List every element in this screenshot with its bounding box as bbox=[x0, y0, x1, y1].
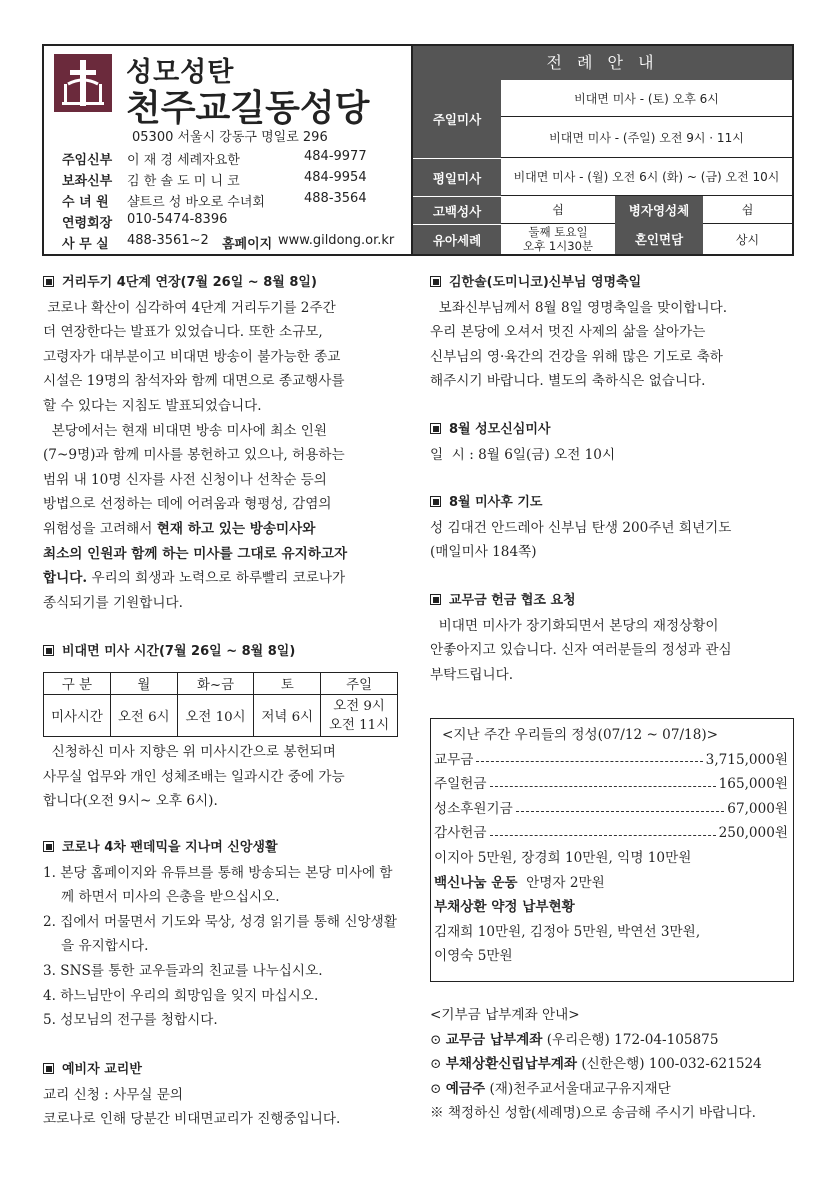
account-label: 교무금 납부계좌 bbox=[445, 1031, 543, 1048]
weekday-mass: 비대면 미사 - (월) 오전 6시 (화) ~ (금) 오전 10시 bbox=[501, 158, 792, 196]
table-header: 화~금 bbox=[177, 673, 254, 695]
para-line: (7~9명)과 함께 미사를 봉헌하고 있으나, 허용하는 bbox=[43, 447, 345, 464]
para-line: 안좋아지고 있습니다. 신자 여러분들의 정성과 관심 bbox=[430, 642, 732, 659]
offering-item: 주일헌금 bbox=[434, 776, 487, 793]
vaccine-label: 백신나눔 운동 bbox=[434, 874, 518, 891]
para-line: 일 시 : 8월 6일(금) 오전 10시 bbox=[430, 446, 616, 463]
dash-leader bbox=[516, 811, 725, 812]
dash-leader bbox=[490, 786, 716, 787]
confession-label: 고백성사 bbox=[413, 196, 501, 224]
account-number: (우리은행) 172-04-105875 bbox=[542, 1031, 719, 1048]
staff-name: 김 한 솔 도 미 니 코 bbox=[127, 174, 240, 189]
mass-time-table bbox=[43, 672, 398, 737]
office-row bbox=[62, 230, 407, 251]
bullet-icon: ⊙ bbox=[430, 1031, 446, 1048]
parish-info bbox=[44, 46, 411, 254]
text-span: 위험성을 고려해서 bbox=[43, 520, 157, 537]
section-marian-mass bbox=[430, 418, 615, 467]
staff-row bbox=[62, 167, 407, 188]
staff-role: 보좌신부 bbox=[62, 174, 113, 189]
office-label: 사 무 실 bbox=[62, 237, 109, 252]
para-line: 할 수 있다는 지침도 발표되었습니다. bbox=[43, 397, 262, 414]
infant-baptism-value bbox=[501, 224, 615, 254]
parish-address: 05300 서울시 강동구 명일로 296 bbox=[132, 130, 328, 145]
list-item: 2. 집에서 머물면서 기도와 묵상, 성경 읽기를 통해 신앙생활을 유지합시다. bbox=[43, 913, 397, 955]
bullet-icon: ⊙ bbox=[430, 1056, 446, 1073]
church-logo-icon bbox=[54, 54, 112, 112]
table-cell: 미사시간 bbox=[44, 695, 111, 737]
table-header: 월 bbox=[110, 673, 177, 695]
staff-phone: 488-3564 bbox=[304, 191, 367, 206]
para-line: 범위 내 10명 신자를 사전 신청이나 선착순 등의 bbox=[43, 471, 327, 488]
account-label: 예금주 bbox=[445, 1080, 486, 1097]
confession-value: 쉼 bbox=[501, 196, 615, 224]
offering-amount: 165,000원 bbox=[718, 776, 788, 793]
section-distancing bbox=[43, 271, 347, 615]
table-cell: 오전 10시 bbox=[177, 695, 254, 737]
bullet-icon: ⊙ bbox=[430, 1080, 446, 1097]
staff-name: 이 재 경 세례자요한 bbox=[127, 153, 240, 168]
table-cell bbox=[321, 695, 398, 737]
parish-name: 천주교길동성당 bbox=[126, 88, 370, 129]
staff-name: 샬트르 성 바오로 수녀회 bbox=[127, 195, 265, 210]
text-span: 우리의 희생과 노력으로 하루빨리 코로나가 bbox=[87, 570, 346, 587]
table-cell: 저녁 6시 bbox=[254, 695, 321, 737]
homepage-link[interactable]: www.gildong.or.kr bbox=[278, 233, 395, 248]
sun-time-1: 오전 9시 bbox=[333, 698, 385, 714]
para-line: 부탁드립니다. bbox=[430, 666, 514, 683]
table-header: 토 bbox=[254, 673, 321, 695]
section-mass-time bbox=[43, 640, 295, 665]
parish-subtitle: 성모성탄 bbox=[126, 57, 235, 88]
staff-list bbox=[62, 146, 407, 251]
sick-communion-value: 쉼 bbox=[703, 196, 792, 224]
section-title: 코로나 4차 팬데믹을 지나며 신앙생활 bbox=[43, 836, 401, 861]
staff-phone: 484-9954 bbox=[304, 170, 367, 185]
para-line: 해주시기 바랍니다. 별도의 축하식은 없습니다. bbox=[430, 373, 706, 390]
offering-row bbox=[434, 797, 788, 822]
sunday-mass-1: 비대면 미사 - (토) 오후 6시 bbox=[501, 80, 792, 117]
section-catechumen bbox=[43, 1058, 340, 1132]
mass-time-notes bbox=[43, 740, 345, 814]
section-title: 예비자 교리반 bbox=[43, 1058, 340, 1083]
para-line bbox=[43, 517, 347, 542]
homepage-label: 홈페이지 bbox=[222, 237, 273, 252]
table-header: 주일 bbox=[321, 673, 398, 695]
section-prayer bbox=[430, 491, 731, 565]
para-line: 성 김대건 안드레아 신부님 탄생 200주년 희년기도 bbox=[430, 519, 732, 536]
section-pandemic bbox=[43, 836, 401, 1033]
para-line: 우리 본당에 오셔서 멋진 사제의 삶을 살아가는 bbox=[430, 324, 706, 341]
para-line: 사무실 업무와 개인 성체조배는 일과시간 중에 가능 bbox=[43, 768, 345, 785]
section-accounts bbox=[430, 1003, 762, 1126]
para-line bbox=[43, 566, 347, 591]
dash-leader bbox=[490, 835, 716, 836]
account-row bbox=[430, 1052, 762, 1077]
list-item: 1. 본당 홈페이지와 유튜브를 통해 방송되는 본당 미사에 함께 하면서 미사의 은총을 받으십시오. bbox=[43, 864, 393, 906]
sun-time-2: 오전 11시 bbox=[329, 717, 390, 733]
offering-item: 감사헌금 bbox=[434, 825, 487, 842]
section-title: 거리두기 4단계 연장(7월 26일 ~ 8월 8일) bbox=[43, 271, 347, 296]
section-contribution bbox=[430, 589, 732, 687]
baptism-time: 오후 1시30분 bbox=[522, 239, 594, 253]
section-title: 8월 미사후 기도 bbox=[430, 491, 731, 516]
offering-amount: 67,000원 bbox=[727, 800, 788, 817]
header-box bbox=[42, 44, 794, 256]
offering-row bbox=[434, 821, 788, 846]
para-line: 더 연장한다는 발표가 있었습니다. 또한 소규모, bbox=[43, 324, 323, 341]
accounts-title: <기부금 납부계좌 안내> bbox=[430, 1007, 580, 1023]
staff-row bbox=[62, 209, 407, 230]
debt-label: 부채상환 약정 납부현황 bbox=[434, 899, 575, 916]
staff-row bbox=[62, 146, 407, 167]
para-line: 교리 신청 : 사무실 문의 bbox=[43, 1086, 184, 1103]
account-label: 부채상환신립납부계좌 bbox=[445, 1056, 578, 1073]
wedding-label: 혼인면담 bbox=[615, 224, 703, 254]
para-line: 종식되기를 기원합니다. bbox=[43, 594, 183, 611]
donors-line: 이지아 5만원, 장경희 10만원, 익명 10만원 bbox=[434, 849, 692, 866]
offering-row bbox=[434, 772, 788, 797]
list-item: 4. 하느님만이 우리의 희망임을 잊지 마십시오. bbox=[43, 987, 319, 1004]
offering-content bbox=[434, 723, 788, 969]
para-line: 코로나로 인해 당분간 비대면교리가 진행중입니다. bbox=[43, 1111, 341, 1128]
offering-box bbox=[430, 718, 794, 982]
para-line: 고령자가 대부분이고 비대면 방송이 불가능한 종교 bbox=[43, 348, 341, 365]
vaccine-line bbox=[434, 871, 788, 896]
para-line: 신부님의 영·육간의 건강을 위해 많은 기도로 축하 bbox=[430, 348, 723, 365]
offering-row bbox=[434, 748, 788, 773]
account-number: (신한은행) 100-032-621524 bbox=[577, 1056, 762, 1073]
offering-item: 성소후원기금 bbox=[434, 800, 513, 817]
list-item: 5. 성모님의 전구를 청합시다. bbox=[43, 1012, 218, 1029]
para-line: 보좌신부님께서 8월 8일 영명축일을 맞이합니다. bbox=[430, 299, 728, 316]
accounts-note: ※ 책정하신 성함(세례명)으로 송금해 주시기 바랍니다. bbox=[430, 1105, 756, 1122]
para-line: (매일미사 184쪽) bbox=[430, 544, 537, 561]
para-line: 코로나 확산이 심각하여 4단계 거리두기를 2주간 bbox=[43, 299, 336, 316]
staff-name: 010-5474-8396 bbox=[127, 212, 228, 227]
sick-communion-label: 병자영성체 bbox=[615, 196, 703, 224]
weekday-mass-label: 평일미사 bbox=[413, 158, 501, 196]
offering-amount: 250,000원 bbox=[718, 825, 788, 842]
account-holder: (재)천주교서울대교구유지재단 bbox=[485, 1080, 671, 1097]
sunday-mass-label: 주일미사 bbox=[413, 80, 501, 158]
wedding-value: 상시 bbox=[735, 232, 760, 247]
staff-role: 수 녀 원 bbox=[62, 195, 109, 210]
debt-line: 이영숙 5만원 bbox=[434, 948, 513, 965]
debt-line: 김재희 10만원, 김정아 5만원, 박연선 3만원, bbox=[434, 923, 701, 940]
vaccine-donor: 안명자 2만원 bbox=[517, 874, 605, 891]
para-line: 신청하신 미사 지향은 위 미사시간으로 봉헌되며 bbox=[43, 744, 336, 760]
para-line: 시설은 19명의 참석자와 함께 대면으로 종교행사를 bbox=[43, 373, 345, 390]
para-line: 합니다(오전 9시~ 오후 6시). bbox=[43, 793, 218, 810]
mass-schedule bbox=[411, 46, 792, 254]
section-title: 교무금 헌금 협조 요청 bbox=[430, 589, 732, 614]
section-title: 김한솔(도미니코)신부님 영명축일 bbox=[430, 271, 727, 296]
section-feast bbox=[430, 271, 727, 394]
account-row bbox=[430, 1028, 762, 1053]
table-cell: 오전 6시 bbox=[110, 695, 177, 737]
staff-row bbox=[62, 188, 407, 209]
staff-role: 주임신부 bbox=[62, 153, 113, 168]
offering-amount: 3,715,000원 bbox=[705, 751, 788, 768]
dash-leader bbox=[476, 761, 702, 762]
para-line: 최소의 인원과 함께 하는 미사를 그대로 유지하고자 bbox=[43, 545, 348, 562]
table-row bbox=[44, 673, 398, 695]
table-header: 구 분 bbox=[44, 673, 111, 695]
infant-baptism-label: 유아세례 bbox=[413, 224, 501, 254]
para-line: 본당에서는 현재 비대면 방송 미사에 최소 인원 bbox=[43, 422, 328, 439]
bold-text: 합니다. bbox=[43, 570, 88, 587]
office-phone: 488-3561~2 bbox=[127, 233, 209, 248]
offering-title: <지난 주간 우리들의 정성(07/12 ~ 07/18)> bbox=[442, 727, 719, 743]
para-line: 비대면 미사가 장기화되면서 본당의 재정상황이 bbox=[430, 617, 719, 634]
sunday-mass-2: 비대면 미사 - (주일) 오전 9시 · 11시 bbox=[501, 117, 792, 158]
section-title: 8월 성모신심미사 bbox=[430, 418, 615, 443]
baptism-day: 둘째 토요일 bbox=[528, 225, 588, 239]
staff-role: 연령회장 bbox=[62, 216, 113, 231]
bold-text: 현재 하고 있는 방송미사와 bbox=[156, 520, 316, 537]
table-row bbox=[44, 695, 398, 737]
staff-phone: 484-9977 bbox=[304, 149, 367, 164]
account-row bbox=[430, 1077, 762, 1102]
offering-item: 교무금 bbox=[434, 751, 474, 768]
section-title: 비대면 미사 시간(7월 26일 ~ 8월 8일) bbox=[43, 640, 295, 665]
para-line: 방법으로 선정하는 데에 어려움과 형평성, 감염의 bbox=[43, 496, 332, 513]
list-item: 3. SNS를 통한 교우들과의 친교를 나누십시오. bbox=[43, 962, 323, 979]
mass-schedule-title: 전 례 안 내 bbox=[413, 46, 792, 80]
